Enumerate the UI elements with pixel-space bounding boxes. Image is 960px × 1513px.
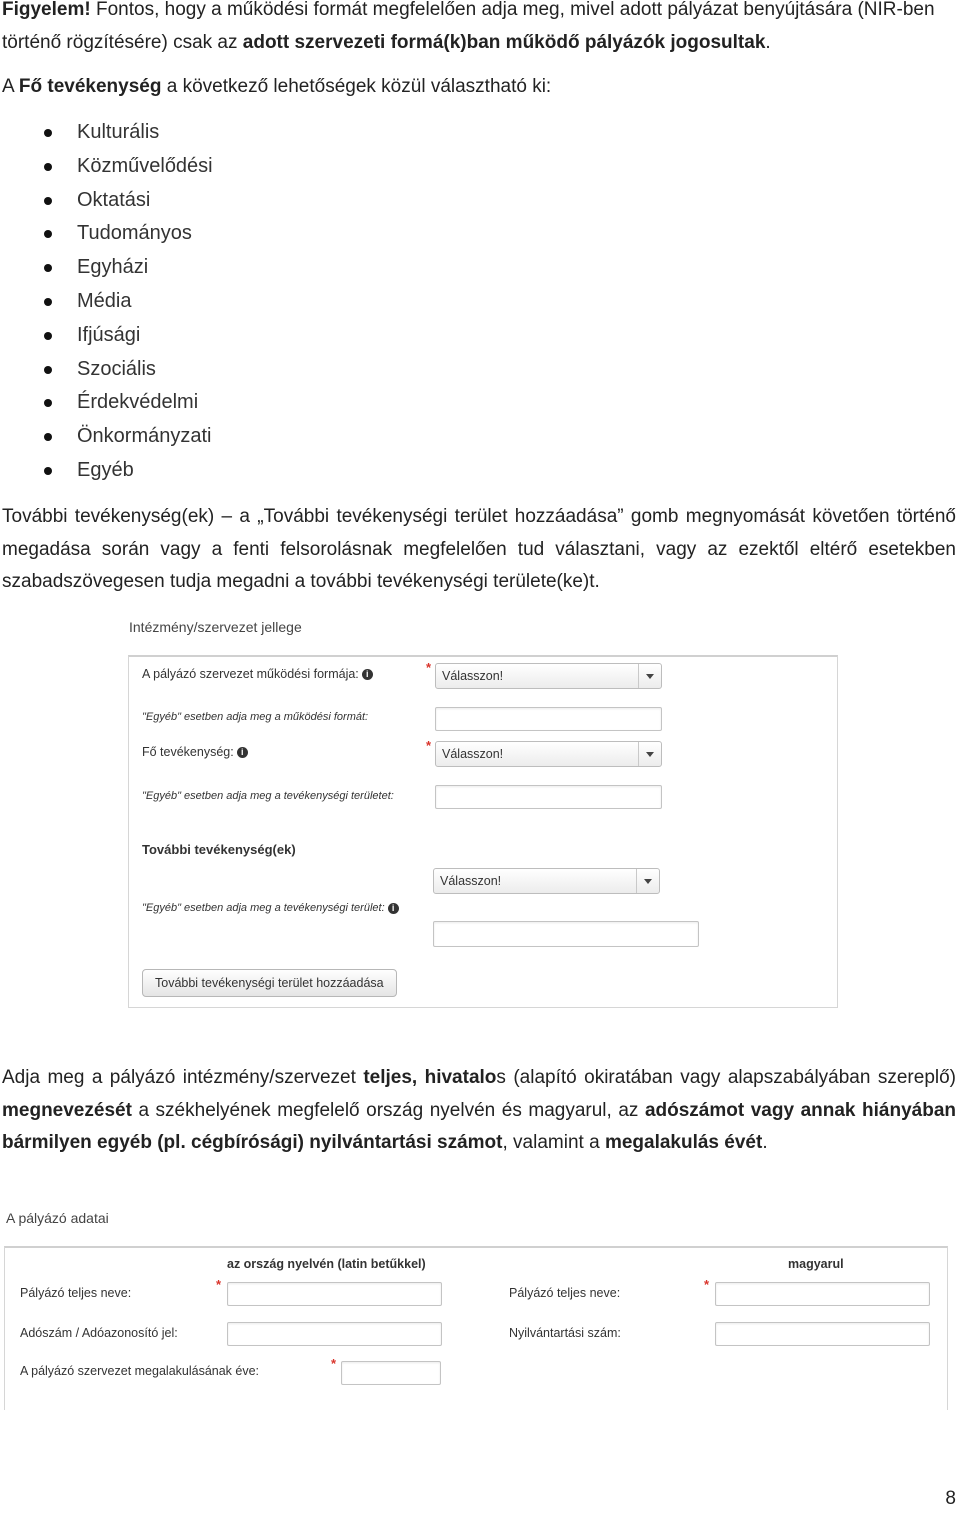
main-activity-intro (2, 71, 956, 104)
chevron-down-icon (638, 664, 661, 688)
warning-paragraph (2, 0, 956, 59)
para2-text: , valamint a (502, 1132, 605, 1153)
operating-form-select[interactable] (435, 663, 662, 689)
required-mark: * (426, 738, 432, 753)
full-name-hu-input[interactable] (715, 1282, 930, 1306)
list-item-label: Érdekvédelmi (77, 391, 199, 414)
para2-text: Adja meg a pályázó intézmény/szervezet (2, 1067, 364, 1088)
bullet-icon (44, 197, 52, 205)
list-item-label: Egyházi (77, 256, 149, 279)
further-activity-other-label-text: "Egyéb" esetben adja meg a tevékenységi terület: (142, 902, 385, 914)
operating-form-other-label: "Egyéb" esetben adja meg a működési formát: (142, 711, 369, 723)
full-name-hu-label: Pályázó teljes neve: (509, 1286, 621, 1300)
list-item-label: Szociális (77, 357, 156, 380)
intro-bold: Fő tevékenység (18, 76, 162, 97)
list-item (0, 150, 600, 184)
list-item-label: Közművelődési (77, 154, 213, 177)
founding-year-label: A pályázó szervezet megalakulásának éve: (20, 1364, 260, 1378)
list-item-label: Önkormányzati (77, 425, 212, 448)
applicant-data-paragraph (2, 1062, 956, 1160)
list-item-label: Kulturális (77, 121, 160, 143)
list-item-label: Tudományos (77, 222, 192, 245)
para2-text: . (762, 1132, 768, 1153)
list-item (0, 386, 600, 420)
registry-number-label: Nyilvántartási szám: (509, 1326, 621, 1340)
para2-bold: adószámot vagy annak hiányában bármilyen egyéb (pl. cégbírósági) nyilvántartási számot (2, 1099, 957, 1153)
column-header-country-language: az ország nyelvén (latin betűkkel) (227, 1257, 426, 1271)
intro-pre: A (2, 76, 19, 97)
chevron-down-icon (638, 742, 661, 766)
further-activity-other-label (142, 902, 399, 914)
column-header-hungarian: magyarul (788, 1257, 844, 1271)
list-item (0, 217, 600, 251)
add-activity-button[interactable]: További tevékenységi terület hozzáadása (142, 969, 397, 997)
bullet-icon (44, 399, 52, 407)
further-activity-paragraph: További tevékenység(ek) – a „További tevékenységi terület hozzáadása” gomb megnyomását követően történő megadása során vagy a fenti felsorolásnak megfelelően tud választani, vagy az ezektől eltérő esetekben szabadszövegesen tudja megadni a további tevékenységi területe(ke)t. (2, 506, 956, 592)
bullet-icon (44, 467, 52, 475)
operating-form-select-value: Válasszon! (442, 669, 504, 683)
required-mark: * (426, 660, 432, 675)
warning-end: . (765, 31, 771, 53)
main-activity-label-text: Fő tevékenység: (142, 745, 234, 759)
list-item (0, 116, 600, 150)
registry-number-input[interactable] (715, 1322, 930, 1346)
operating-form-label-text: A pályázó szervezet működési formája: (142, 667, 359, 681)
further-activity-select[interactable] (433, 868, 660, 894)
section-title: Intézmény/szervezet jellege (129, 619, 302, 635)
tax-number-input[interactable] (227, 1322, 442, 1346)
page-number: 8 (945, 1488, 956, 1509)
main-activity-other-label: "Egyéb" esetben adja meg a tevékenységi területet: (142, 790, 394, 802)
warning-bold: adott szervezeti formá(k)ban működő pályázók jogosultak (242, 31, 766, 53)
required-mark: * (704, 1277, 710, 1292)
form-panel (128, 655, 838, 1008)
list-item (0, 285, 600, 319)
para2-text: a székhelyének megfelelő ország nyelvén és magyarul, az (131, 1099, 645, 1121)
info-icon[interactable]: i (237, 747, 248, 758)
main-activity-other-input[interactable] (435, 785, 662, 809)
bullet-icon (44, 298, 52, 306)
list-item (0, 319, 600, 353)
list-item (0, 353, 600, 387)
bullet-icon (44, 433, 52, 441)
list-item-label: Ifjúsági (77, 323, 141, 346)
operating-form-label (142, 667, 373, 681)
chevron-down-icon (636, 869, 659, 893)
bullet-icon (44, 163, 52, 171)
full-name-input[interactable] (227, 1282, 442, 1306)
bullet-icon (44, 129, 52, 137)
further-activity-select-value: Válasszon! (440, 874, 502, 888)
bullet-icon (44, 264, 52, 272)
founding-year-input[interactable] (341, 1361, 441, 1385)
list-item (0, 420, 600, 454)
tax-number-label: Adószám / Adóazonosító jel: (20, 1326, 178, 1340)
list-item-label: Média (77, 289, 132, 312)
para2-text: s (alapító okiratában vagy alapszabályában szereplő) (496, 1067, 957, 1088)
list-item-label: Oktatási (77, 188, 151, 211)
para2-bold: megalakulás évét (604, 1132, 763, 1153)
para2-bold: megnevezését (2, 1099, 132, 1121)
main-activity-select[interactable] (435, 741, 662, 767)
bullet-icon (44, 332, 52, 340)
intro-post: a következő lehetőségek közül választható ki: (161, 76, 552, 97)
full-name-label: Pályázó teljes neve: (20, 1286, 132, 1300)
required-mark: * (331, 1356, 337, 1371)
applicant-data-form (4, 1206, 948, 1411)
activity-list (0, 116, 600, 488)
list-item (0, 454, 600, 488)
warning-text: Fontos, hogy a működési formát megfelelően adja meg, mivel adott pályázat benyújtására (NIR-ben történő rögzítésére) csak az (2, 0, 935, 53)
form-panel (4, 1246, 948, 1410)
organization-type-form (128, 615, 840, 1007)
info-icon[interactable]: i (388, 903, 399, 914)
warning-label: Figyelem! (2, 0, 91, 20)
main-activity-label (142, 745, 248, 759)
main-activity-select-value: Válasszon! (442, 747, 504, 761)
required-mark: * (216, 1277, 222, 1292)
bullet-icon (44, 366, 52, 374)
list-item (0, 184, 600, 218)
section-title: A pályázó adatai (6, 1210, 109, 1226)
further-activity-other-input[interactable] (433, 921, 699, 947)
para2-bold: teljes, hivatalo (363, 1067, 497, 1088)
list-item (0, 251, 600, 285)
bullet-icon (44, 230, 52, 238)
operating-form-other-input[interactable] (435, 707, 662, 731)
info-icon[interactable]: i (362, 669, 373, 680)
list-item-label: Egyéb (77, 458, 134, 481)
further-activities-heading: További tevékenység(ek) (142, 842, 296, 857)
